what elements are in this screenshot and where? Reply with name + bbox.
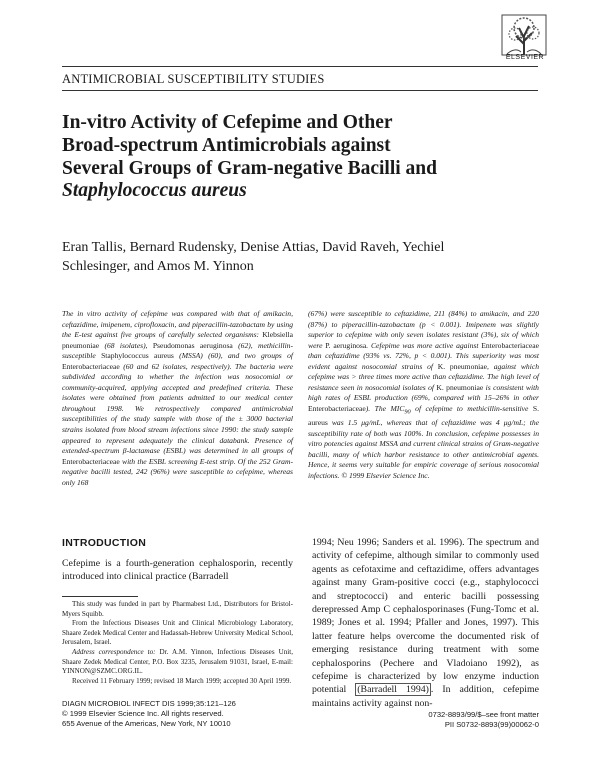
- citation-link-barradell[interactable]: (Barradell 1994): [357, 684, 429, 696]
- abstract-left-column: [62, 309, 293, 488]
- intro-right-text: 1994; Neu 1996; Sanders et al. 1996). The spectrum and activity of cefepime, although similar to commonly used agents as cefotaxime and ceftazidime, offers advantages against many Gram-positive cocci (e.g., staphylococci and streptococci) and enteric bacilli possessing derepressed Amp C cephalosporinases (Fung-Tomc et al. 1989; Jones et al. 1994; Pfaller and Jones, 1997). This latter feature helps overcome the documented risk of emerging resistance during treatment with some cephalosporins (Pechere and Vladoiano 1992), as cefepime is characterized by low enzyme induction potential: [312, 537, 539, 696]
- abstract-left-run: (62), methicillin-susceptible: [62, 340, 293, 361]
- abstract-right-run: 90: [404, 408, 411, 416]
- footer-issn: 0732-8893/99/$–see front matter: [428, 710, 539, 719]
- abstract-right-run: of cefepime to methicillin-sensitive: [410, 403, 533, 413]
- abstract-left-run: with the ESBL screening E-test strip. Of the 252 Gram-negative bacilli tested, 242 (96%) were susceptible to cefepime, whereas only 168: [62, 456, 293, 487]
- abstract-left-run: Enterobacteriaceae: [62, 361, 120, 371]
- abstract-right-run: ). The MIC: [365, 403, 405, 413]
- article-title-italic: Staphylococcus aureus: [62, 180, 247, 202]
- intro-left-paragraph: [62, 557, 293, 584]
- footer-address: 655 Avenue of the Americas, New York, NY 10010: [62, 719, 231, 728]
- intro-right-paragraph: [312, 536, 539, 710]
- article-title: [62, 112, 442, 203]
- abstract-right-run: (67%) were susceptible to ceftazidime, 211 (84%) to amikacin, and 220 (87%) to piperacillin-tazobactam (p < 0.001). Imipenem was slightly superior to cefepime with only seven isolates resistant (3%), six of which were: [308, 309, 539, 350]
- footnote-funding: This study was funded in part by Pharmabest Ltd., Distributors for Bristol-Myers Squibb.: [62, 600, 293, 618]
- footer-left: [62, 699, 322, 729]
- abstract-left-run: Pseudomonas aeruginosa: [152, 340, 233, 350]
- footnote-rule: [62, 596, 138, 597]
- footnote-correspondence: [62, 648, 293, 677]
- abstract-left-run: Klebsiella pneumoniae: [62, 330, 293, 350]
- abstract-right-run: , against which cefepime was > three times more active than ceftazidime. The high level of resistance seen in nosocomial isolates of: [308, 361, 539, 392]
- abstract-right-run: was 1.5 μg/mL, whereas that of ceftazidime was 4 μg/mL; the susceptibility rate of both was 100%. In conclusion, cefepime possesses in vitro potencies against MSSA and current clinical strains of Gram-negative bacilli, many of which harbor resistance to other antimicrobial agents. Hence, it seems very suitable for empiric coverage of serious nosocomial infections. © 1999 Elsevier Science Inc.: [308, 417, 539, 480]
- footer-journal: DIAGN MICROBIOL INFECT DIS 1999;35:121–126: [62, 699, 236, 708]
- footer-copyright: © 1999 Elsevier Science Inc. All rights reserved.: [62, 709, 224, 718]
- abstract-right-run: aeruginosa: [333, 340, 367, 350]
- abstract-right-run: S. aureus: [308, 403, 539, 427]
- footnotes: [62, 600, 293, 686]
- publisher-logo-label: ELSEVIER: [505, 54, 545, 61]
- intro-left-text: Cefepime is a fourth-generation cephalosporin, recently introduced into clinical practice (Barradell: [62, 558, 293, 583]
- introduction-heading: INTRODUCTION: [62, 537, 147, 549]
- abstract-right-run: Enterobacteriaceae: [481, 340, 539, 350]
- abstract-right-run: is consistent with high rates of ESBL production (69%, compared with 15–26% in other: [308, 382, 539, 403]
- section-heading: ANTIMICROBIAL SUSCEPTIBILITY STUDIES: [62, 72, 325, 86]
- abstract-left-run: (60 and 62 isolates, respectively). The bacteria were subdivided according to whether the infection was nosocomial or community-acquired, applying accepted and predefined criteria. These isolates were obtained from patients admitted to our medical center throughout 1998. We retrospectively compared antimicrobial susceptibilities of the study sample with those of the ± 3000 bacterial strains isolated from blood stream infections since 1990: the study sample appeared to represent adequately the clinical databank. Presence of extended-spectrum β-lactamase (ESBL) was determined in all groups of: [62, 361, 293, 456]
- abstract-right-run: K. pneumoniae: [436, 382, 484, 392]
- author-list: Eran Tallis, Bernard Rudensky, Denise Attias, David Raveh, Yechiel Schlesinger, and Amos M. Yinnon: [62, 240, 445, 275]
- footer-right: [330, 710, 539, 730]
- intro-right-text-end: . In addition, cefepime maintains activity against non-: [312, 684, 539, 709]
- footnote-correspondence-text: Dr. A.M. Yinnon, Infectious Diseases Unit, Shaare Zedek Medical Center, P.O. Box 3235, Jerusalem 91031, Israel, E-mail: YINNON@SZMC.ORG.IL.: [62, 647, 293, 676]
- footer-pii: PII S0732-8893(99)00062-0: [444, 720, 539, 729]
- abstract-right-run: P.: [325, 340, 331, 350]
- footnote-affiliation: From the Infectious Diseases Unit and Clinical Microbiology Laboratory, Shaare Zedek Medical Center and Hadassah-Hebrew University Medical School, Jerusalem, Israel.: [62, 619, 293, 647]
- footnote-received: Received 11 February 1999; revised 18 March 1999; accepted 30 April 1999.: [72, 676, 292, 685]
- footnote-correspondence-label: Address correspondence to:: [72, 647, 156, 656]
- abstract-left-run: (MSSA) (60), and two groups of: [173, 351, 293, 361]
- header-rule-top: [62, 66, 538, 67]
- article-title-text: In-vitro Activity of Cefepime and Other Broad-spectrum Antimicrobials against Several Groups of Gram-negative Bacilli and: [62, 112, 437, 179]
- abstract-left-run: The in vitro activity of cefepime was compared with that of amikacin, ceftazidime, imipenem, ciprofloxacin, and piperacillin-tazobactam by using the E-test against five groups of carefully selected organisms:: [62, 309, 293, 340]
- header-rule-bottom: [62, 90, 538, 91]
- abstract-right-run: K. pneumoniae: [437, 361, 488, 371]
- abstract-right-run: Enterobacteriaceae: [308, 403, 366, 413]
- abstract-left-run: (68 isolates),: [99, 340, 153, 350]
- abstract-left-run: Enterobacteriaceae: [62, 456, 120, 466]
- abstract-right-run: . Cefepime was more active against: [366, 340, 482, 350]
- abstract-right-run: than ceftazidime (93% vs. 72%, p < 0.001). This superiority was most evident against nosocomial strains of: [308, 351, 539, 371]
- abstract-left-run: Staphylococcus aureus: [101, 351, 174, 361]
- abstract-right-column: [308, 309, 539, 481]
